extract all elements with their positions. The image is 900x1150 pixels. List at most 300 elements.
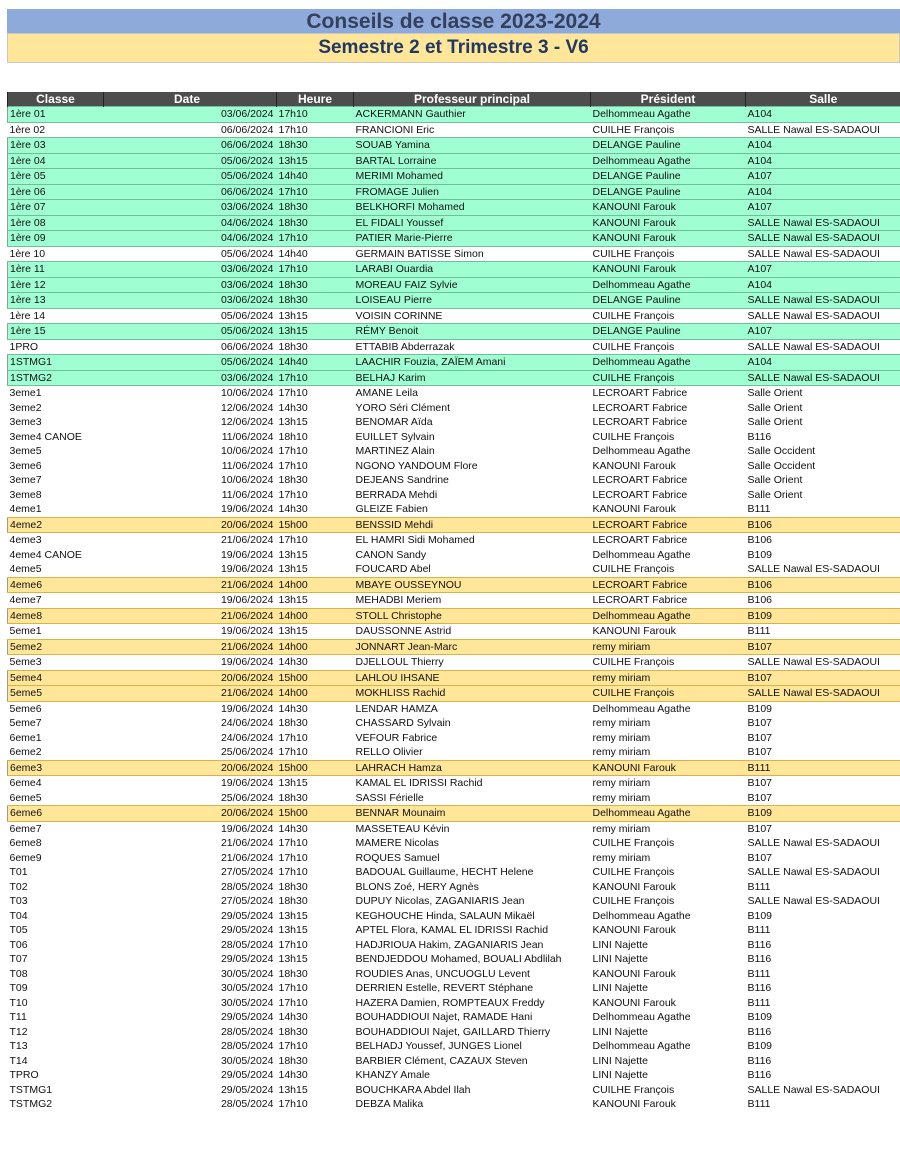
table-row [8,776,900,791]
cell-classe: 6eme7 [9,822,42,835]
table-row [8,533,900,548]
table-row [8,981,900,996]
table-body [8,107,900,1112]
table-row [8,923,900,938]
table-row [8,880,900,895]
cell-classe: 3eme6 [9,459,42,472]
cell-president: Delhommeau Agathe [591,107,746,123]
cell-date: 19/06/2024 [220,563,274,576]
cell-salle: B111 [747,625,771,638]
column-header-classe: Classe [8,92,104,107]
cell-classe: 3eme5 [9,445,42,458]
cell-salle: B116 [747,430,772,443]
cell-date: 30/05/2024 [220,1054,274,1067]
cell-prof: BOUHADDIOUI Najet, RAMADE Hani [355,1011,533,1024]
table-row [8,262,900,278]
column-header-prof: Professeur principal [354,92,591,107]
cell-president: CUILHE François [591,370,746,386]
table-row [8,639,900,655]
cell-classe: 3eme3 [9,416,42,429]
cell-prof: HAZERA Damien, ROMPTEAUX Freddy [355,996,545,1009]
cell-date: 25/06/2024 [220,791,274,804]
cell-classe: 4eme1 [9,503,42,516]
cell-heure: 18h10 [278,430,308,443]
table-row [8,967,900,982]
cell-date: 24/06/2024 [220,731,274,744]
cell-classe: T11 [9,1011,27,1024]
cell-date: 05/06/2024 [220,247,274,260]
cell-prof: CHASSARD Sylvain [355,717,451,730]
cell-date: 03/06/2024 [104,262,277,278]
cell-date: 27/05/2024 [220,895,274,908]
cell-salle: A107 [746,324,900,340]
cell-heure: 15h00 [277,517,354,533]
cell-date: 19/06/2024 [220,594,274,607]
cell-heure: 13h15 [278,777,308,790]
cell-president: DELANGE Pauline [591,138,746,154]
table-row [8,670,900,686]
cell-heure: 17h10 [278,123,308,136]
cell-heure: 13h15 [278,563,308,576]
table-row [8,745,900,760]
table-row [8,608,900,624]
cell-date: 29/05/2024 [220,909,274,922]
cell-president: LECROART Fabrice [591,577,746,593]
table-row [8,686,900,702]
cell-prof: NGONO YANDOUM Flore [355,459,478,472]
table-row [8,1025,900,1040]
cell-classe: 1STMG2 [8,370,104,386]
cell-president: LINI Najette [592,953,648,966]
cell-prof: BADOUAL Guillaume, HECHT Helene [355,866,534,879]
cell-heure: 13h15 [277,324,354,340]
cell-classe: 6eme2 [9,746,42,759]
cell-date: 03/06/2024 [104,200,277,216]
cell-president: CUILHE François [592,656,675,669]
cell-salle: B116 [747,953,772,966]
cell-salle: SALLE Nawal ES-SADAOUI [747,309,880,322]
cell-salle: B107 [747,731,773,744]
cell-salle: SALLE Nawal ES-SADAOUI [747,340,880,353]
cell-prof: BELHAJ Karim [354,370,591,386]
table-row [8,1083,900,1098]
cell-salle: B106 [747,594,773,607]
cell-salle: SALLE Nawal ES-SADAOUI [747,656,880,669]
cell-salle: A104 [746,184,900,200]
cell-classe: T13 [9,1040,28,1053]
cell-president: DELANGE Pauline [591,324,746,340]
cell-classe: 6eme3 [8,760,104,776]
cell-salle: SALLE Nawal ES-SADAOUI [747,1083,880,1096]
cell-heure: 13h15 [278,594,308,607]
cell-date: 27/05/2024 [220,866,274,879]
cell-classe: 4eme3 [9,534,42,547]
cell-salle: B107 [747,791,773,804]
cell-president: CUILHE François [592,866,675,879]
cell-date: 03/06/2024 [104,107,277,123]
cell-date: 05/06/2024 [220,309,274,322]
cell-classe: 1ère 09 [8,231,104,247]
cell-president: Delhommeau Agathe [591,355,746,371]
cell-heure: 17h10 [278,488,308,501]
cell-prof: MAMERE Nicolas [355,837,439,850]
cell-salle: SALLE Nawal ES-SADAOUI [747,247,880,260]
cell-salle: SALLE Nawal ES-SADAOUI [747,895,880,908]
cell-prof: EUILLET Sylvain [355,430,435,443]
page-subtitle: Semestre 2 et Trimestre 3 - V6 [7,33,900,63]
cell-prof: FRANCIONI Eric [355,123,435,136]
cell-prof: FOUCARD Abel [355,563,431,576]
cell-heure: 18h30 [278,340,308,353]
cell-classe: T08 [9,967,28,980]
cell-date: 21/06/2024 [220,851,274,864]
cell-date: 30/05/2024 [220,982,274,995]
cell-date: 11/06/2024 [221,488,274,501]
cell-heure: 18h30 [278,791,308,804]
schedule-table [7,92,900,1112]
cell-president: KANOUNI Farouk [592,880,676,893]
cell-date: 10/06/2024 [220,445,274,458]
table-row [8,1010,900,1025]
cell-prof: STOLL Christophe [354,608,591,624]
cell-classe: T06 [9,938,28,951]
cell-president: Delhommeau Agathe [592,702,691,715]
cell-prof: BELHADJ Youssef, JUNGES Lionel [355,1040,522,1053]
cell-president: KANOUNI Farouk [592,924,676,937]
cell-date: 05/06/2024 [104,169,277,185]
cell-prof: BLONS Zoé, HERY Agnès [355,880,479,893]
cell-heure: 17h10 [278,866,308,879]
cell-salle: B107 [746,670,900,686]
cell-date: 30/05/2024 [220,996,274,1009]
cell-heure: 13h15 [277,153,354,169]
cell-heure: 14h30 [278,401,308,414]
cell-salle: SALLE Nawal ES-SADAOUI [746,215,900,231]
cell-classe: 5eme7 [9,717,42,730]
cell-date: 06/06/2024 [220,340,274,353]
cell-date: 11/06/2024 [221,459,274,472]
cell-date: 21/06/2024 [104,686,277,702]
cell-prof: BOUCHKARA Abdel Ilah [355,1083,471,1096]
cell-salle: B107 [747,822,773,835]
cell-president: CUILHE François [592,837,675,850]
cell-prof: KHANZY Amale [355,1069,430,1082]
cell-prof: BARTAL Lorraine [354,153,591,169]
cell-prof: DUPUY Nicolas, ZAGANIARIS Jean [355,895,525,908]
table-row [8,473,900,488]
cell-prof: MARTINEZ Alain [355,445,435,458]
cell-heure: 14h00 [277,608,354,624]
cell-prof: GLEIZE Fabien [355,503,428,516]
cell-salle: B111 [747,880,771,893]
table-row [8,339,900,355]
cell-salle: A104 [746,153,900,169]
table-row [8,169,900,185]
cell-salle: B111 [747,1098,771,1111]
cell-classe: 1ère 02 [9,123,46,136]
cell-prof: BELKHORFI Mohamed [354,200,591,216]
cell-president: LECROART Fabrice [592,401,688,414]
cell-date: 03/06/2024 [104,370,277,386]
cell-salle: A104 [746,138,900,154]
cell-heure: 18h30 [277,215,354,231]
cell-date: 05/06/2024 [104,355,277,371]
cell-prof: MBAYE OUSSEYNOU [354,577,591,593]
cell-president: LINI Najette [592,982,648,995]
table-row [8,806,900,822]
cell-classe: 5eme1 [9,625,42,638]
cell-date: 11/06/2024 [221,430,274,443]
cell-president: KANOUNI Farouk [591,760,746,776]
cell-salle: B111 [746,760,900,776]
cell-heure: 13h15 [278,548,308,561]
cell-date: 19/06/2024 [220,548,274,561]
cell-salle: A107 [746,200,900,216]
cell-prof: VEFOUR Fabrice [355,731,438,744]
table-row [8,184,900,200]
cell-president: CUILHE François [592,1083,675,1096]
cell-heure: 17h10 [278,837,308,850]
table-row [8,701,900,716]
cell-heure: 17h10 [278,1040,308,1053]
cell-president: remy miriam [592,746,651,759]
cell-salle: B107 [747,851,773,864]
table-row [8,562,900,577]
table-row [8,215,900,231]
cell-prof: BOUHADDIOUI Najet, GAILLARD Thierry [355,1025,551,1038]
cell-classe: 4eme2 [8,517,104,533]
cell-prof: MEHADBI Meriem [355,594,442,607]
cell-classe: TSTMG1 [9,1083,53,1096]
cell-salle: B109 [746,608,900,624]
cell-heure: 13h15 [278,309,308,322]
cell-date: 12/06/2024 [220,416,274,429]
table-row [8,996,900,1011]
cell-heure: 17h10 [278,851,308,864]
cell-prof: LAACHIR Fouzia, ZAÏEM Amani [354,355,591,371]
cell-date: 05/06/2024 [104,153,277,169]
cell-salle: B107 [746,639,900,655]
cell-prof: DEJEANS Sandrine [355,474,449,487]
cell-salle: Salle Orient [747,488,803,501]
cell-heure: 13h15 [278,625,308,638]
cell-heure: 13h15 [278,909,308,922]
cell-classe: T10 [9,996,28,1009]
cell-president: LECROART Fabrice [592,488,688,501]
cell-classe: 1ère 12 [8,277,104,293]
cell-heure: 17h10 [278,746,308,759]
cell-classe: 1ère 04 [8,153,104,169]
cell-president: remy miriam [592,851,651,864]
cell-president: remy miriam [592,777,651,790]
cell-heure: 14h30 [278,822,308,835]
table-row [8,444,900,459]
cell-prof: FROMAGE Julien [354,184,591,200]
cell-date: 12/06/2024 [220,401,274,414]
cell-president: LECROART Fabrice [592,416,688,429]
cell-prof: RELLO Olivier [355,746,423,759]
table-row [8,122,900,138]
table-header-row [8,92,900,107]
cell-classe: 4eme4 CANOE [9,548,82,561]
cell-heure: 13h15 [278,924,308,937]
cell-classe: T07 [9,953,28,966]
cell-prof: BENDJEDDOU Mohamed, BOUALI Abdlilah [355,953,562,966]
table-row [8,865,900,880]
cell-prof: DJELLOUL Thierry [355,656,444,669]
cell-prof: ROQUES Samuel [355,851,440,864]
cell-date: 28/05/2024 [220,880,274,893]
cell-classe: 4eme7 [9,594,42,607]
cell-president: CUILHE François [592,430,675,443]
cell-classe: 1ère 01 [8,107,104,123]
title-block [7,9,900,64]
cell-prof: BENOMAR Aïda [355,416,433,429]
cell-date: 28/05/2024 [220,938,274,951]
table-row [8,1054,900,1069]
cell-heure: 17h10 [277,231,354,247]
cell-heure: 14h30 [278,656,308,669]
cell-prof: DEBZA Malika [355,1098,424,1111]
table-row [8,488,900,503]
cell-heure: 17h10 [278,534,308,547]
cell-salle: Salle Occident [747,459,816,472]
cell-date: 04/06/2024 [104,215,277,231]
cell-prof: BARBIER Clément, CAZAUX Steven [355,1054,528,1067]
cell-date: 21/06/2024 [220,534,274,547]
cell-classe: 3eme1 [9,387,42,400]
cell-salle: Salle Orient [747,387,803,400]
cell-prof: EL FIDALI Youssef [354,215,591,231]
cell-president: Delhommeau Agathe [592,909,691,922]
cell-president: LECROART Fabrice [592,387,688,400]
cell-salle: B111 [747,503,771,516]
cell-heure: 15h00 [277,670,354,686]
cell-president: KANOUNI Farouk [592,503,676,516]
cell-prof: RÉMY Benoit [354,324,591,340]
cell-classe: 5eme4 [8,670,104,686]
table-row [8,231,900,247]
table-row [8,952,900,967]
cell-prof: ROUDIES Anas, UNCUOGLU Levent [355,967,530,980]
cell-date: 10/06/2024 [220,474,274,487]
cell-classe: 4eme6 [8,577,104,593]
cell-date: 21/06/2024 [220,837,274,850]
cell-classe: 4eme8 [8,608,104,624]
cell-prof: PATIER Marie-Pierre [354,231,591,247]
cell-classe: 6eme1 [9,731,42,744]
cell-classe: 5eme5 [8,686,104,702]
cell-prof: APTEL Flora, KAMAL EL IDRISSI Rachid [355,924,549,937]
cell-president: LINI Najette [592,1025,648,1038]
cell-salle: B116 [747,1069,772,1082]
cell-salle: B111 [747,924,771,937]
cell-heure: 14h40 [277,355,354,371]
cell-salle: B106 [746,577,900,593]
cell-president: LECROART Fabrice [592,534,688,547]
cell-president: Delhommeau Agathe [592,1011,691,1024]
cell-heure: 18h30 [278,1025,308,1038]
table-row [8,370,900,386]
cell-date: 29/05/2024 [220,1011,274,1024]
cell-salle: SALLE Nawal ES-SADAOUI [746,686,900,702]
cell-prof: MASSETEAU Kévin [355,822,450,835]
cell-classe: 1ère 06 [8,184,104,200]
cell-president: KANOUNI Farouk [592,996,676,1009]
column-header-heure: Heure [277,92,354,107]
cell-date: 28/05/2024 [220,1040,274,1053]
cell-salle: B106 [746,517,900,533]
cell-salle: B109 [747,1011,773,1024]
cell-date: 25/06/2024 [220,746,274,759]
cell-heure: 18h30 [277,200,354,216]
cell-date: 28/05/2024 [220,1025,274,1038]
cell-salle: B116 [747,982,772,995]
cell-classe: 1ère 13 [8,293,104,309]
cell-prof: JONNART Jean-Marc [354,639,591,655]
cell-president: LINI Najette [592,1054,648,1067]
cell-classe: T14 [9,1054,28,1067]
cell-prof: MERIMI Mohamed [354,169,591,185]
cell-date: 19/06/2024 [220,625,274,638]
cell-heure: 18h30 [278,967,308,980]
cell-salle: B111 [747,996,771,1009]
cell-classe: T05 [9,924,28,937]
cell-salle: Salle Occident [747,445,816,458]
table-row [8,836,900,851]
cell-prof: ETTABIB Abderrazak [355,340,455,353]
cell-prof: KAMAL EL IDRISSI Rachid [355,777,483,790]
cell-president: CUILHE François [592,247,675,260]
cell-prof: KEGHOUCHE Hinda, SALAUN Mikaël [355,909,535,922]
cell-president: KANOUNI Farouk [592,967,676,980]
cell-classe: TSTMG2 [9,1098,53,1111]
cell-salle: SALLE Nawal ES-SADAOUI [747,866,880,879]
table-row [8,760,900,776]
cell-prof: BENNAR Mounaim [354,806,591,822]
cell-prof: BENSSID Mehdi [354,517,591,533]
cell-classe: 3eme2 [9,401,42,414]
cell-date: 30/05/2024 [220,967,274,980]
cell-date: 24/06/2024 [220,717,274,730]
page-title: Conseils de classe 2023-2024 [7,9,900,33]
cell-heure: 14h40 [278,247,308,260]
cell-classe: 6eme8 [9,837,42,850]
cell-salle: Salle Orient [747,401,803,414]
cell-date: 29/05/2024 [220,1069,274,1082]
cell-salle: A104 [746,355,900,371]
cell-salle: A107 [746,262,900,278]
cell-classe: 1ère 15 [8,324,104,340]
table-row [8,577,900,593]
cell-classe: 6eme4 [9,777,42,790]
cell-president: Delhommeau Agathe [591,608,746,624]
cell-president: CUILHE François [592,563,675,576]
cell-date: 29/05/2024 [220,924,274,937]
cell-heure: 14h30 [278,1011,308,1024]
cell-classe: T09 [9,982,28,995]
cell-heure: 17h10 [277,184,354,200]
table-row [8,894,900,909]
cell-classe: 1ère 11 [8,262,104,278]
cell-prof: YORO Séri Clément [355,401,451,414]
table-row [8,153,900,169]
cell-prof: GERMAIN BATISSE Simon [355,247,484,260]
cell-prof: AMANE Leila [355,387,418,400]
table-row [8,1068,900,1083]
cell-prof: LOISEAU Pierre [354,293,591,309]
cell-salle: SALLE Nawal ES-SADAOUI [747,563,880,576]
